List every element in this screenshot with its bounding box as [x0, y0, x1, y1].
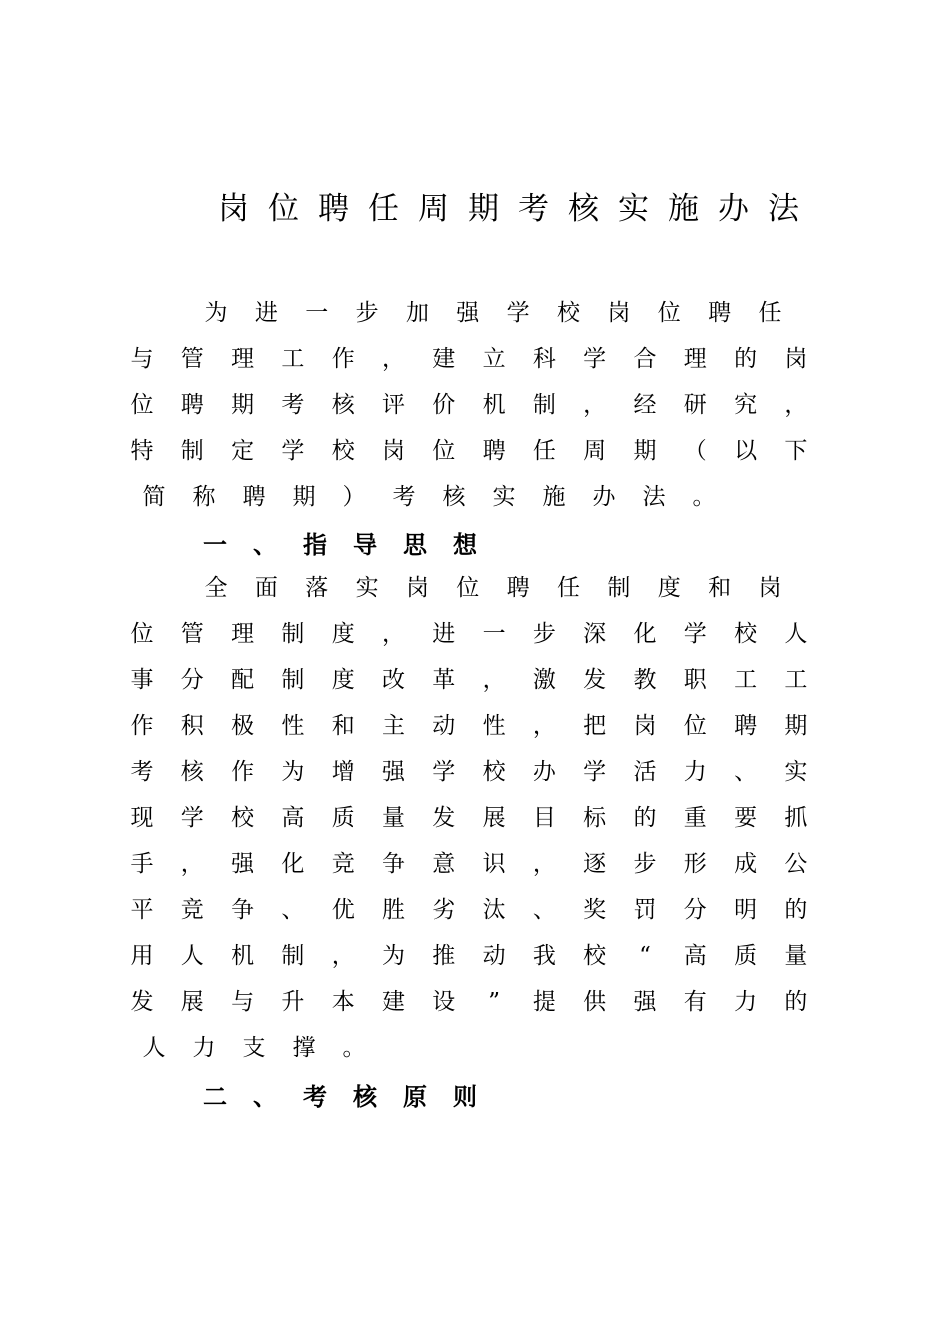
- paragraph-line: 平 竞 争 、 优 胜 劣 汰 、 奖 罚 分 明 的: [130, 897, 808, 923]
- document-title: 岗 位 聘 任 周 期 考 核 实 施 办 法: [218, 191, 799, 227]
- paragraph-line: 现 学 校 高 质 量 发 展 目 标 的 重 要 抓: [130, 805, 808, 831]
- paragraph-line: 事 分 配 制 度 改 革 ， 激 发 教 职 工 工: [130, 667, 808, 693]
- paragraph-line: 用 人 机 制 ， 为 推 动 我 校 “ 高 质 量: [130, 943, 808, 969]
- paragraph-line: 位 聘 期 考 核 评 价 机 制 ， 经 研 究 ，: [130, 392, 808, 418]
- paragraph-line: 简 称 聘 期 ） 考 核 实 施 办 法 。: [142, 484, 716, 510]
- paragraph-line: 手 ， 强 化 竞 争 意 识 ， 逐 步 形 成 公: [130, 851, 808, 877]
- paragraph-line: 特 制 定 学 校 岗 位 聘 任 周 期 （ 以 下: [130, 438, 808, 464]
- paragraph-line: 考 核 作 为 增 强 学 校 办 学 活 力 、 实: [130, 759, 808, 785]
- section-heading: 二 、 考 核 原 则: [203, 1083, 477, 1111]
- paragraph-line: 发 展 与 升 本 建 设 ” 提 供 强 有 力 的: [130, 989, 808, 1015]
- paragraph-line: 全 面 落 实 岗 位 聘 任 制 度 和 岗: [204, 575, 782, 601]
- paragraph-line: 人 力 支 撑 。: [142, 1035, 366, 1061]
- section-heading: 一 、 指 导 思 想: [203, 531, 477, 559]
- paragraph-line: 与 管 理 工 作 ， 建 立 科 学 合 理 的 岗: [130, 346, 808, 372]
- paragraph-line: 作 积 极 性 和 主 动 性 ， 把 岗 位 聘 期: [130, 713, 808, 739]
- paragraph-line: 位 管 理 制 度 ， 进 一 步 深 化 学 校 人: [130, 621, 808, 647]
- paragraph-line: 为 进 一 步 加 强 学 校 岗 位 聘 任: [204, 300, 782, 326]
